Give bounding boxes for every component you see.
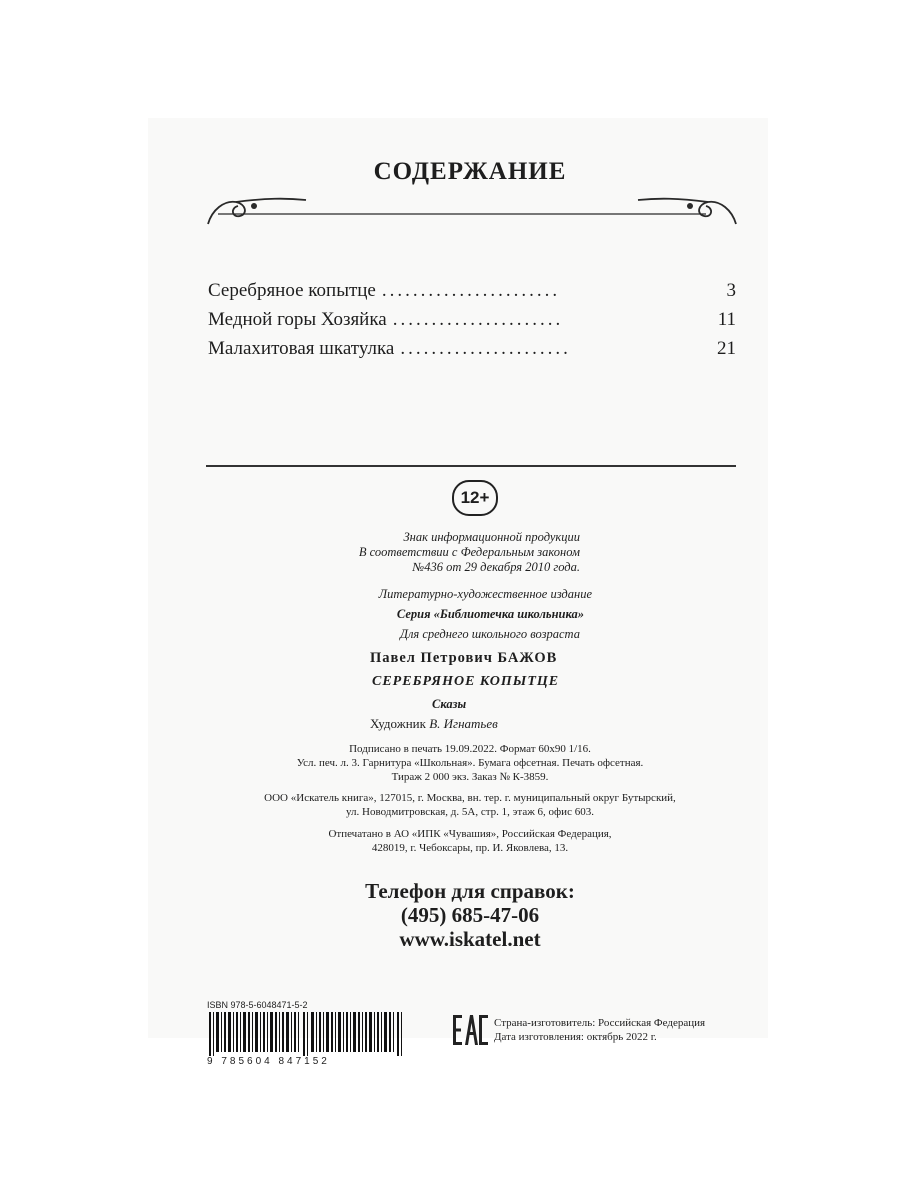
- info-sign-line: Знак информационной продукции: [403, 530, 580, 544]
- isbn-text: ISBN 978-5-6048471-5-2: [207, 1000, 308, 1010]
- toc-entry: [208, 276, 736, 302]
- age-rating-badge: 12+: [452, 480, 498, 516]
- barcode: [207, 1012, 407, 1056]
- toc-leader-dots: ......................: [400, 338, 571, 359]
- info-sign-line: №436 от 29 декабря 2010 года.: [412, 560, 580, 574]
- toc-entry: [208, 334, 736, 360]
- decorative-ornament: [206, 184, 738, 230]
- toc-leader-dots: .......................: [381, 280, 561, 301]
- manufacturer-country: Страна-изготовитель: Российская Федерация: [494, 1017, 706, 1029]
- toc-entry-title: Медной горы Хозяйка: [208, 309, 387, 330]
- illustrator: [370, 716, 498, 732]
- print-info-line: Усл. печ. л. 3. Гарнитура «Школьная». Бумага офсетная. Печать офсетная.: [296, 757, 644, 769]
- contact-label: Телефон для справок:: [365, 879, 575, 903]
- toc-entry-page: 21: [717, 338, 736, 359]
- illustrator-label: Художник: [370, 716, 426, 731]
- book-title: СЕРЕБРЯНОЕ КОПЫТЦЕ: [372, 674, 560, 689]
- contact-website: www.iskatel.net: [399, 927, 541, 951]
- toc-entry-title: Серебряное копытце: [208, 280, 376, 301]
- contact-block: [300, 879, 640, 951]
- toc-entry-title: Малахитовая шкатулка: [208, 338, 395, 359]
- divider-line: [206, 465, 736, 467]
- toc-heading: СОДЕРЖАНИЕ: [373, 158, 567, 185]
- print-info-line: Тираж 2 000 экз. Заказ № К-3859.: [391, 771, 549, 783]
- edition-type: Литературно-художественное издание: [378, 587, 592, 601]
- info-sign-line: В соответствии с Федеральным законом: [358, 545, 580, 559]
- audience-text: Для среднего школьного возраста: [400, 627, 580, 641]
- illustrator-name: В. Игнатьев: [429, 716, 498, 731]
- publisher-line: ул. Новодмитровская, д. 5А, стр. 1, этаж 6, офис 603.: [346, 806, 594, 818]
- eac-mark-icon: [452, 1013, 488, 1047]
- printer-line: Отпечатано в АО «ИПК «Чувашия», Российская Федерация,: [328, 828, 612, 840]
- toc-leader-dots: ......................: [392, 309, 564, 330]
- printer-info: [200, 827, 740, 855]
- manufacturer-info: [494, 1016, 705, 1044]
- printer-line: 428019, г. Чебоксары, пр. И. Яковлева, 13.: [371, 842, 569, 854]
- publisher-info: [200, 791, 740, 819]
- author-name: Павел Петрович БАЖОВ: [370, 650, 558, 666]
- genre: Сказы: [432, 697, 467, 711]
- print-info: [200, 742, 740, 784]
- toc-entry: [208, 305, 736, 331]
- print-info-line: Подписано в печать 19.09.2022. Формат 60х90 1/16.: [349, 743, 591, 755]
- toc-entry-page: 11: [717, 309, 736, 330]
- series-name: Серия «Библиотечка школьника»: [396, 607, 584, 621]
- barcode-number: 9 785604 847152: [207, 1056, 330, 1067]
- info-sign-text: [359, 530, 580, 575]
- contact-phone: (495) 685-47-06: [400, 903, 540, 927]
- toc-entry-page: 3: [726, 280, 736, 301]
- publisher-line: ООО «Искатель книга», 127015, г. Москва, вн. тер. г. муниципальный округ Бутырский,: [264, 792, 676, 804]
- manufacturer-date: Дата изготовления: октябрь 2022 г.: [494, 1031, 657, 1043]
